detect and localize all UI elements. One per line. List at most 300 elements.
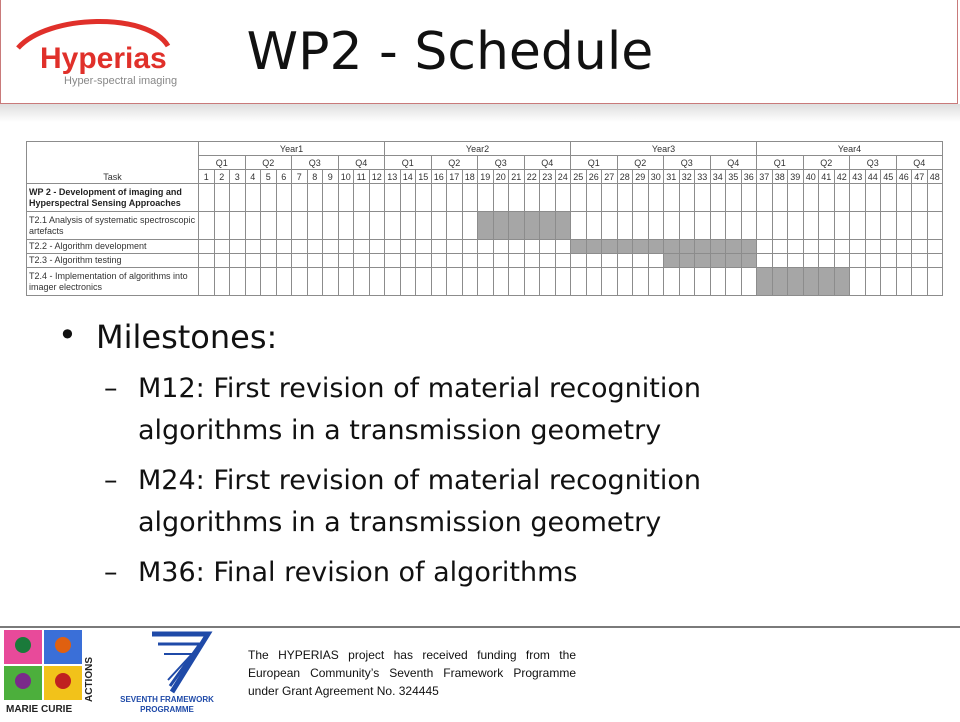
gantt-cell — [369, 184, 385, 212]
gantt-cell — [772, 184, 788, 212]
quarter-header: Q4 — [338, 156, 385, 170]
gantt-bar-cell — [772, 268, 788, 296]
month-header: 36 — [741, 170, 757, 184]
gantt-cell — [710, 184, 726, 212]
gantt-cell — [431, 254, 447, 268]
month-header: 15 — [416, 170, 432, 184]
gantt-cell — [400, 240, 416, 254]
year-header: Year4 — [757, 142, 943, 156]
month-header: 32 — [679, 170, 695, 184]
gantt-cell — [912, 212, 928, 240]
month-header: 2 — [214, 170, 230, 184]
gantt-cell — [540, 268, 556, 296]
month-header: 9 — [323, 170, 339, 184]
gantt-cell — [245, 212, 261, 240]
month-header: 33 — [695, 170, 711, 184]
quarter-header: Q2 — [803, 156, 850, 170]
gantt-cell — [261, 268, 277, 296]
gantt-cell — [695, 212, 711, 240]
gantt-cell — [292, 240, 308, 254]
quarter-header: Q3 — [478, 156, 525, 170]
task-row — [27, 184, 943, 212]
gantt-cell — [354, 240, 370, 254]
gantt-cell — [679, 212, 695, 240]
gantt-cell — [214, 240, 230, 254]
quarter-header: Q1 — [571, 156, 618, 170]
gantt-cell — [524, 268, 540, 296]
gantt-cell — [664, 268, 680, 296]
gantt-cell — [199, 254, 215, 268]
month-header: 44 — [865, 170, 881, 184]
milestone-text: M12: First revision of material recognition algorithms in a transmission geometry — [138, 373, 701, 446]
month-header: 21 — [509, 170, 525, 184]
gantt-cell — [788, 212, 804, 240]
gantt-cell — [896, 254, 912, 268]
gantt-bar-cell — [555, 212, 571, 240]
quarter-header: Q3 — [664, 156, 711, 170]
gantt-cell — [757, 212, 773, 240]
gantt-cell — [540, 254, 556, 268]
gantt-cell — [865, 254, 881, 268]
gantt-cell — [695, 268, 711, 296]
gantt-cell — [679, 184, 695, 212]
month-header: 11 — [354, 170, 370, 184]
gantt-cell — [431, 212, 447, 240]
gantt-cell — [772, 212, 788, 240]
gantt-bar-cell — [834, 268, 850, 296]
gantt-cell — [540, 184, 556, 212]
gantt-cell — [772, 240, 788, 254]
gantt-cell — [369, 254, 385, 268]
gantt-cell — [493, 184, 509, 212]
gantt-cell — [199, 268, 215, 296]
gantt-cell — [447, 240, 463, 254]
gantt-cell — [276, 240, 292, 254]
month-header: 41 — [819, 170, 835, 184]
month-header: 37 — [757, 170, 773, 184]
month-header: 43 — [850, 170, 866, 184]
gantt-cell — [912, 254, 928, 268]
gantt-cell — [757, 254, 773, 268]
month-header: 25 — [571, 170, 587, 184]
gantt-cell — [896, 268, 912, 296]
gantt-cell — [865, 184, 881, 212]
quarter-header: Q1 — [385, 156, 432, 170]
gantt-cell — [586, 212, 602, 240]
gantt-bar-cell — [478, 212, 494, 240]
gantt-cell — [431, 240, 447, 254]
gantt-cell — [214, 254, 230, 268]
gantt-cell — [199, 184, 215, 212]
gantt-bar-cell — [664, 254, 680, 268]
gantt-cell — [323, 212, 339, 240]
gantt-cell — [354, 212, 370, 240]
gantt-cell — [881, 268, 897, 296]
task-label: T2.2 - Algorithm development — [27, 240, 199, 254]
quarter-header: Q4 — [524, 156, 571, 170]
gantt-cell — [803, 184, 819, 212]
month-header: 1 — [199, 170, 215, 184]
gantt-cell — [648, 268, 664, 296]
gantt-cell — [416, 184, 432, 212]
gantt-cell — [881, 184, 897, 212]
gantt-cell — [602, 268, 618, 296]
gantt-cell — [400, 254, 416, 268]
gantt-bar-cell — [788, 268, 804, 296]
gantt-bar-cell — [819, 268, 835, 296]
gantt-cell — [726, 212, 742, 240]
gantt-cell — [385, 268, 401, 296]
month-header: 7 — [292, 170, 308, 184]
month-header: 40 — [803, 170, 819, 184]
gantt-cell — [633, 268, 649, 296]
gantt-cell — [571, 184, 587, 212]
gantt-cell — [369, 268, 385, 296]
fp7-line1: SEVENTH FRAMEWORK — [120, 695, 214, 704]
task-label: WP 2 - Development of imaging and Hyperspectral Sensing Approaches — [27, 184, 199, 212]
gantt-cell — [447, 184, 463, 212]
gantt-bar-cell — [710, 240, 726, 254]
month-header: 3 — [230, 170, 246, 184]
gantt-cell — [292, 254, 308, 268]
gantt-cell — [447, 212, 463, 240]
task-row — [27, 254, 943, 268]
task-row — [27, 268, 943, 296]
gantt-cell — [416, 240, 432, 254]
gantt-cell — [741, 212, 757, 240]
milestone-text: M36: Final revision of algorithms — [138, 557, 578, 588]
gantt-cell — [245, 268, 261, 296]
gantt-cell — [788, 184, 804, 212]
gantt-cell — [695, 184, 711, 212]
gantt-cell — [741, 184, 757, 212]
gantt-bar-cell — [586, 240, 602, 254]
month-header: 24 — [555, 170, 571, 184]
gantt-cell — [571, 212, 587, 240]
gantt-cell — [912, 240, 928, 254]
task-label: T2.3 - Algorithm testing — [27, 254, 199, 268]
gantt-cell — [214, 212, 230, 240]
month-header: 20 — [493, 170, 509, 184]
task-label: T2.1 Analysis of systematic spectroscopic artefacts — [27, 212, 199, 240]
gantt-cell — [230, 240, 246, 254]
month-header: 39 — [788, 170, 804, 184]
gantt-bar-cell — [648, 240, 664, 254]
quarter-header: Q3 — [292, 156, 339, 170]
slide-title: WP2 - Schedule — [246, 22, 654, 82]
month-header: 47 — [912, 170, 928, 184]
gantt-cell — [230, 212, 246, 240]
gantt-cell — [307, 212, 323, 240]
bullet-milestones-label: Milestones: — [96, 318, 278, 356]
month-header: 8 — [307, 170, 323, 184]
gantt-bar-cell — [679, 240, 695, 254]
gantt-cell — [586, 184, 602, 212]
gantt-cell — [261, 240, 277, 254]
gantt-cell — [416, 254, 432, 268]
gantt-cell — [850, 240, 866, 254]
gantt-cell — [726, 184, 742, 212]
gantt-cell — [230, 254, 246, 268]
gantt-cell — [276, 268, 292, 296]
gantt-bar-cell — [617, 240, 633, 254]
gantt-cell — [214, 268, 230, 296]
gantt-cell — [617, 268, 633, 296]
gantt-cell — [865, 240, 881, 254]
month-header: 29 — [633, 170, 649, 184]
gantt-cell — [803, 212, 819, 240]
gantt-cell — [896, 240, 912, 254]
gantt-bar-cell — [741, 240, 757, 254]
gantt-cell — [478, 240, 494, 254]
gantt-cell — [493, 254, 509, 268]
gantt-cell — [819, 254, 835, 268]
dash-icon: – — [104, 557, 118, 588]
gantt-cell — [245, 184, 261, 212]
gantt-cell — [416, 212, 432, 240]
gantt-cell — [912, 268, 928, 296]
gantt-cell — [819, 212, 835, 240]
gantt-cell — [555, 184, 571, 212]
gantt-cell — [633, 184, 649, 212]
gantt-cell — [338, 212, 354, 240]
year-header: Year3 — [571, 142, 757, 156]
gantt-cell — [850, 254, 866, 268]
gantt-cell — [540, 240, 556, 254]
task-row — [27, 212, 943, 240]
task-row — [27, 240, 943, 254]
gantt-cell — [292, 184, 308, 212]
gantt-bar-cell — [664, 240, 680, 254]
month-header: 18 — [462, 170, 478, 184]
gantt-cell — [834, 240, 850, 254]
task-label: T2.4 - Implementation of algorithms into imager electronics — [27, 268, 199, 296]
gantt-table — [26, 141, 943, 296]
task-header: Task — [27, 142, 199, 184]
gantt-bar-cell — [757, 268, 773, 296]
gantt-cell — [602, 184, 618, 212]
year-header: Year2 — [385, 142, 571, 156]
quarter-header: Q2 — [245, 156, 292, 170]
month-header: 42 — [834, 170, 850, 184]
quarter-header: Q3 — [850, 156, 897, 170]
gantt-cell — [850, 212, 866, 240]
gantt-cell — [323, 184, 339, 212]
gantt-cell — [927, 240, 943, 254]
gantt-cell — [648, 254, 664, 268]
gantt-cell — [617, 184, 633, 212]
month-header: 6 — [276, 170, 292, 184]
gantt-cell — [524, 184, 540, 212]
gantt-cell — [524, 240, 540, 254]
gantt-cell — [834, 254, 850, 268]
month-header: 35 — [726, 170, 742, 184]
gantt-cell — [571, 268, 587, 296]
month-header: 10 — [338, 170, 354, 184]
quarter-header: Q2 — [431, 156, 478, 170]
milestone-item — [56, 552, 838, 594]
gantt-cell — [431, 268, 447, 296]
gantt-cell — [292, 212, 308, 240]
gantt-cell — [865, 268, 881, 296]
gantt-bar-cell — [633, 240, 649, 254]
milestone-item — [56, 368, 838, 452]
gantt-cell — [555, 254, 571, 268]
gantt-cell — [276, 254, 292, 268]
gantt-cell — [447, 254, 463, 268]
month-header: 14 — [400, 170, 416, 184]
year-header: Year1 — [199, 142, 385, 156]
gantt-cell — [509, 240, 525, 254]
quarter-header: Q2 — [617, 156, 664, 170]
gantt-cell — [617, 212, 633, 240]
gantt-cell — [245, 240, 261, 254]
month-header: 27 — [602, 170, 618, 184]
gantt-cell — [493, 240, 509, 254]
gantt-cell — [416, 268, 432, 296]
gantt-bar-cell — [726, 254, 742, 268]
gantt-cell — [602, 212, 618, 240]
gantt-cell — [555, 240, 571, 254]
gantt-bar-cell — [540, 212, 556, 240]
gantt-cell — [803, 254, 819, 268]
gantt-bar-cell — [524, 212, 540, 240]
gantt-cell — [369, 212, 385, 240]
gantt-cell — [385, 254, 401, 268]
gantt-cell — [276, 212, 292, 240]
gantt-cell — [896, 212, 912, 240]
gantt-cell — [323, 268, 339, 296]
gantt-cell — [633, 254, 649, 268]
quarter-header: Q4 — [896, 156, 943, 170]
gantt-bar-cell — [726, 240, 742, 254]
gantt-cell — [323, 254, 339, 268]
gantt-cell — [478, 184, 494, 212]
gantt-cell — [462, 212, 478, 240]
gantt-cell — [276, 184, 292, 212]
marie-curie-line1: MARIE CURIE — [6, 704, 73, 715]
gantt-cell — [648, 212, 664, 240]
bullet-dot-icon: • — [58, 316, 77, 354]
gantt-cell — [617, 254, 633, 268]
month-header: 4 — [245, 170, 261, 184]
month-header: 30 — [648, 170, 664, 184]
gantt-cell — [261, 184, 277, 212]
gantt-cell — [245, 254, 261, 268]
month-header: 17 — [447, 170, 463, 184]
header-shadow — [0, 104, 960, 122]
gantt-cell — [354, 184, 370, 212]
gantt-cell — [865, 212, 881, 240]
gantt-cell — [586, 254, 602, 268]
month-header: 31 — [664, 170, 680, 184]
gantt-cell — [881, 254, 897, 268]
month-header: 34 — [710, 170, 726, 184]
gantt-cell — [385, 184, 401, 212]
month-header: 23 — [540, 170, 556, 184]
gantt-bar-cell — [602, 240, 618, 254]
gantt-bar-cell — [493, 212, 509, 240]
gantt-cell — [338, 240, 354, 254]
gantt-cell — [850, 184, 866, 212]
gantt-cell — [648, 184, 664, 212]
gantt-cell — [400, 268, 416, 296]
month-header: 16 — [431, 170, 447, 184]
gantt-cell — [602, 254, 618, 268]
gantt-bar-cell — [695, 240, 711, 254]
dash-icon: – — [104, 373, 118, 404]
gantt-cell — [199, 212, 215, 240]
quarter-header: Q1 — [757, 156, 804, 170]
milestone-item — [56, 460, 838, 544]
gantt-cell — [772, 254, 788, 268]
gantt-cell — [757, 240, 773, 254]
gantt-cell — [664, 212, 680, 240]
month-header: 13 — [385, 170, 401, 184]
gantt-cell — [369, 240, 385, 254]
gantt-cell — [710, 268, 726, 296]
gantt-cell — [462, 268, 478, 296]
gantt-cell — [400, 212, 416, 240]
gantt-cell — [571, 254, 587, 268]
marie-curie-line2: ACTIONS — [84, 657, 95, 702]
month-header: 5 — [261, 170, 277, 184]
gantt-cell — [385, 212, 401, 240]
gantt-cell — [323, 240, 339, 254]
gantt-cell — [493, 268, 509, 296]
gantt-bar-cell — [695, 254, 711, 268]
gantt-cell — [741, 268, 757, 296]
gantt-cell — [292, 268, 308, 296]
gantt-cell — [307, 184, 323, 212]
month-header: 12 — [369, 170, 385, 184]
gantt-cell — [834, 184, 850, 212]
month-header: 46 — [896, 170, 912, 184]
month-header: 38 — [772, 170, 788, 184]
fp7-line2: PROGRAMME — [140, 705, 194, 714]
gantt-cell — [462, 254, 478, 268]
gantt-cell — [199, 240, 215, 254]
gantt-cell — [586, 268, 602, 296]
gantt-cell — [509, 254, 525, 268]
gantt-cell — [788, 254, 804, 268]
gantt-cell — [261, 254, 277, 268]
month-header: 22 — [524, 170, 540, 184]
gantt-cell — [230, 268, 246, 296]
gantt-cell — [927, 184, 943, 212]
gantt-cell — [214, 184, 230, 212]
gantt-cell — [462, 240, 478, 254]
gantt-bar-cell — [741, 254, 757, 268]
gantt-cell — [307, 254, 323, 268]
gantt-cell — [927, 254, 943, 268]
gantt-cell — [400, 184, 416, 212]
gantt-cell — [664, 184, 680, 212]
gantt-cell — [927, 268, 943, 296]
gantt-cell — [710, 212, 726, 240]
gantt-bar-cell — [710, 254, 726, 268]
logo-tagline: Hyper-spectral imaging — [64, 75, 178, 87]
gantt-bar-cell — [803, 268, 819, 296]
month-header: 45 — [881, 170, 897, 184]
gantt-cell — [757, 184, 773, 212]
gantt-cell — [338, 268, 354, 296]
gantt-chart — [26, 141, 943, 296]
gantt-cell — [881, 240, 897, 254]
gantt-cell — [850, 268, 866, 296]
gantt-cell — [679, 268, 695, 296]
gantt-bar-cell — [571, 240, 587, 254]
